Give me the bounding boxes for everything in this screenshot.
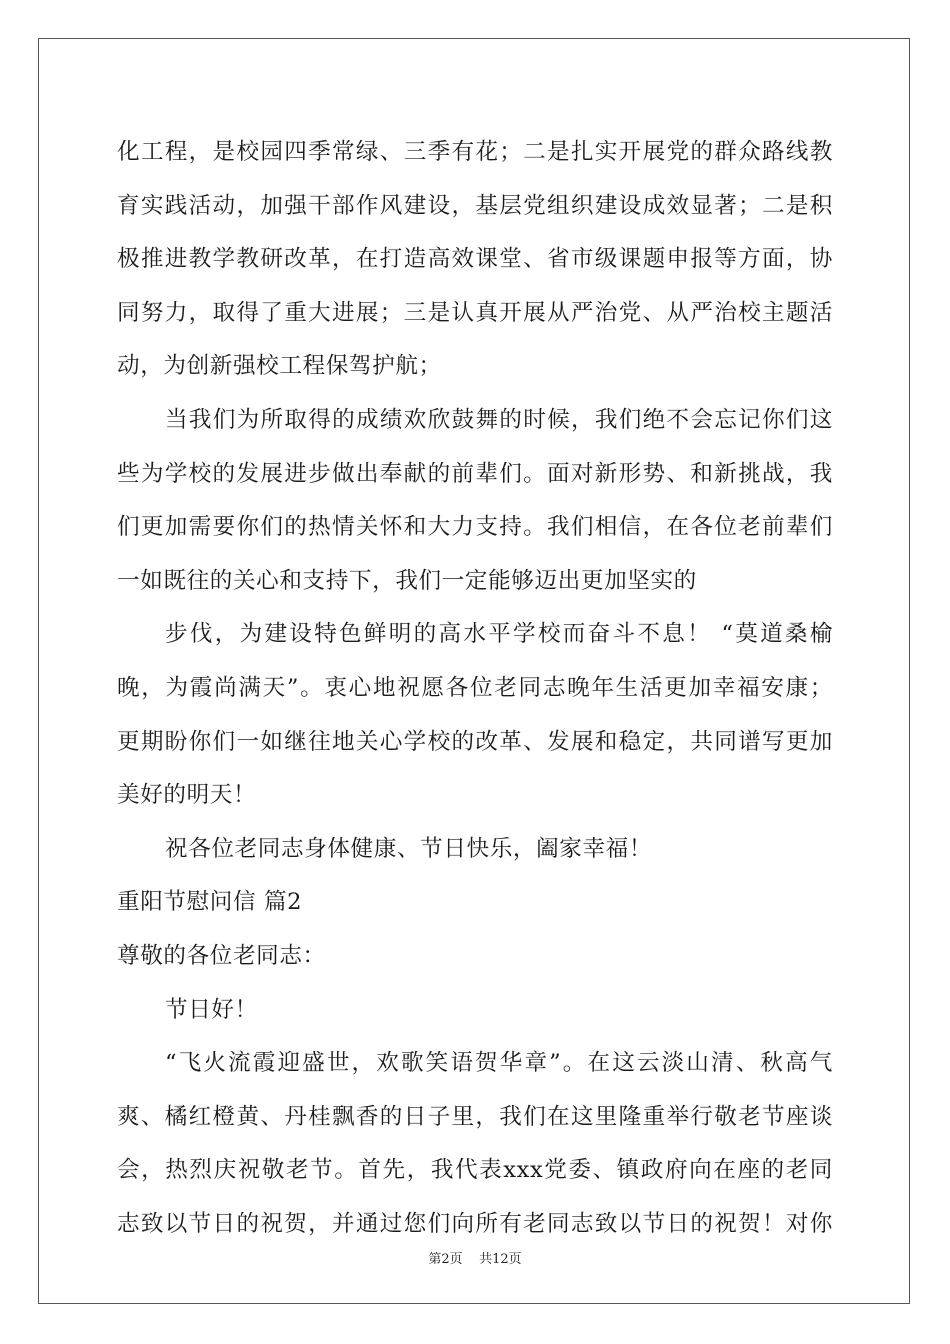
page-number: 第2页 共12页	[428, 1252, 522, 1267]
text-line: 晚，为霞尚满天”。衷心地祝愿各位老同志晚年生活更加幸福安康；	[117, 674, 833, 701]
text-line: 更期盼你们一如继往地关心学校的改革、发展和稳定，共同谱写更加	[117, 728, 833, 755]
text-line: 美好的明天！	[117, 782, 257, 809]
text-line: 化工程，是校园四季常绿、三季有花；二是扎实开展党的群众路线教	[117, 139, 833, 165]
document-body	[117, 126, 833, 1251]
salutation: 尊敬的各位老同志：	[117, 942, 326, 969]
text-line: 们更加需要你们的热情关怀和大力支持。我们相信，在各位老前辈们	[117, 514, 833, 541]
text-line: 会，热烈庆祝敬老节。首先，我代表xxx党委、镇政府向在座的老同	[117, 1157, 833, 1184]
paragraph-first-line: “飞火流霞迎盛世，欢歌笑语贺华章”。在这云淡山清、秋高气	[165, 1050, 833, 1077]
text-line: 一如既往的关心和支持下，我们一定能够迈出更加坚实的	[117, 567, 697, 594]
greeting: 节日好！	[165, 996, 258, 1023]
text-line: 志致以节日的祝贺，并通过您们向所有老同志致以节日的祝贺！对你	[117, 1210, 833, 1237]
text-line: 些为学校的发展进步做出奉献的前辈们。面对新形势、和新挑战，我	[117, 460, 833, 487]
paragraph-first-line: 当我们为所取得的成绩欢欣鼓舞的时候，我们绝不会忘记你们这	[165, 406, 833, 433]
paragraph-first-line: 祝各位老同志身体健康、节日快乐，阖家幸福！	[165, 835, 653, 862]
text-line: 爽、橘红橙黄、丹桂飘香的日子里，我们在这里隆重举行敬老节座谈	[117, 1103, 833, 1130]
text-line: 育实践活动，加强干部作风建设，基层党组织建设成效显著；二是积	[117, 192, 833, 219]
text-line: 动，为创新强校工程保驾护航；	[117, 353, 442, 380]
paragraph-first-line: 步伐，为建设特色鲜明的高水平学校而奋斗不息！ “莫道桑榆	[165, 621, 833, 648]
text-line: 极推进教学教研改革，在打造高效课堂、省市级课题申报等方面，协	[117, 246, 833, 273]
text-line: 同努力，取得了重大进展；三是认真开展从严治党、从严治校主题活	[117, 299, 833, 326]
section-heading: 重阳节慰问信 篇2	[117, 889, 303, 916]
